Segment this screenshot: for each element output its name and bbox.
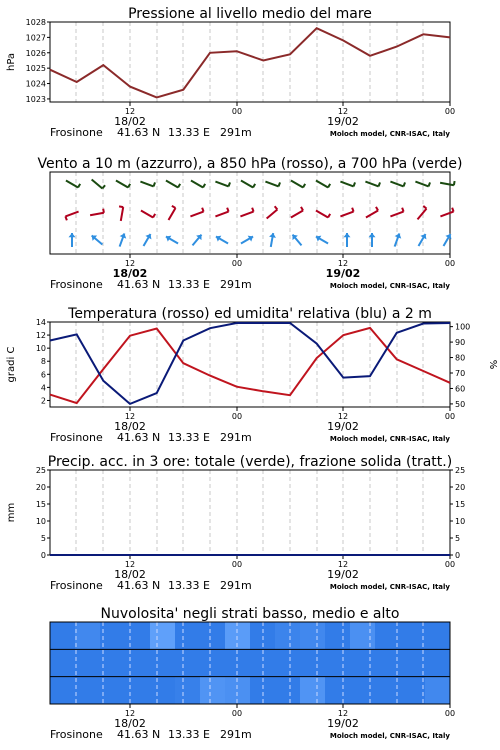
wind-barb [293, 235, 302, 246]
location-name: Frosinone [50, 126, 103, 139]
x-tick-label: 00 [231, 709, 243, 718]
wind-barb [241, 181, 255, 188]
x-tick-label: 12 [337, 412, 349, 421]
wind-barb [92, 236, 103, 245]
wind-barb [440, 208, 453, 217]
wind-barb [215, 208, 228, 217]
location-lon: 13.33 E [168, 579, 210, 592]
y-axis-label-right: % [487, 359, 498, 370]
cloud-cell [300, 622, 326, 649]
location-alt: 291m [220, 728, 252, 741]
x-tick-label: 00 [231, 560, 243, 569]
barb-feather [78, 184, 80, 188]
barb-feather [328, 214, 330, 218]
y-tick-label: 20 [35, 483, 46, 492]
y-tick-label: 14 [35, 318, 46, 327]
y-tick-label: 15 [35, 500, 46, 509]
cloud-cell [275, 622, 301, 649]
cloud-cell [125, 677, 151, 704]
cloud-cell [150, 622, 176, 649]
panel-1 [37, 156, 462, 291]
location-lat: 41.63 N [117, 278, 161, 291]
barb-shaft [169, 208, 176, 220]
cloud-cell [275, 677, 301, 704]
barb-shaft [291, 181, 303, 188]
barb-feather [452, 208, 453, 212]
location-name: Frosinone [50, 579, 103, 592]
barb-shaft [340, 212, 353, 217]
wind-barb [269, 233, 276, 247]
location-name: Frosinone [50, 728, 103, 741]
wind-barb [69, 233, 76, 247]
y-tick-label: 4 [40, 383, 46, 393]
barb-feather [303, 184, 305, 188]
barb-feather [229, 182, 230, 186]
y-tick-label-right: 10 [455, 517, 466, 526]
cloud-cell [225, 622, 251, 649]
wind-barb [366, 207, 378, 218]
x-tick-label: 12 [124, 259, 136, 268]
x-tick-label: 00 [231, 107, 243, 116]
wind-barb [166, 181, 180, 188]
barb-shaft [92, 180, 103, 189]
y-tick-label-right: 25 [455, 466, 466, 475]
y-tick-label: 10 [35, 517, 46, 526]
cloud-cell [425, 677, 451, 704]
location-alt: 291m [220, 126, 252, 139]
y-tick-label-right: 15 [455, 500, 466, 509]
wind-barb [390, 182, 405, 187]
cloud-cell [325, 649, 351, 676]
wind-barb [267, 206, 278, 218]
date-label: 19/02 [327, 717, 359, 730]
barb-feather [153, 214, 155, 218]
date-label: 18/02 [112, 267, 148, 280]
wind-barb [90, 209, 104, 216]
panel-0 [6, 6, 455, 139]
barb-shaft [241, 181, 253, 188]
panel-4 [50, 606, 455, 741]
barb-shaft [267, 210, 278, 219]
y-tick-label: 8 [40, 357, 46, 367]
cloud-cell [100, 622, 126, 649]
wind-barb [419, 234, 427, 246]
cloud-cell [75, 677, 101, 704]
barb-feather [279, 182, 280, 186]
barb-feather [252, 208, 253, 212]
model-credit: Moloch model, CNR-ISAC, Italy [329, 435, 450, 443]
barb-head [344, 233, 351, 237]
wind-barb [215, 182, 230, 187]
wind-barb [166, 236, 178, 244]
y-axis-label: gradi C [6, 346, 17, 383]
wind-barb [340, 182, 355, 187]
wind-barb [119, 206, 123, 221]
y-tick-label: 12 [35, 331, 46, 341]
barb-feather [202, 208, 203, 212]
barb-shaft [365, 182, 378, 187]
barb-feather [354, 182, 355, 186]
x-tick-label: 12 [124, 560, 136, 569]
date-label: 18/02 [114, 115, 146, 128]
location-lon: 13.33 E [168, 431, 210, 444]
plot-frame [50, 22, 450, 102]
cloud-cell [225, 677, 251, 704]
wind-barb [216, 236, 228, 244]
barb-feather [227, 208, 228, 212]
location-alt: 291m [220, 579, 252, 592]
date-label: 19/02 [325, 267, 361, 280]
y-tick-label-right: 50 [455, 399, 466, 409]
wind-barb [344, 233, 351, 247]
barb-shaft [191, 181, 203, 188]
cloud-cell [400, 649, 426, 676]
barb-feather [154, 182, 155, 186]
location-alt: 291m [220, 431, 252, 444]
y-tick-label: 10 [35, 344, 46, 354]
barb-shaft [215, 182, 228, 187]
cloud-cell [350, 677, 376, 704]
barb-shaft [121, 207, 123, 221]
barb-feather [253, 184, 255, 188]
x-tick-label: 00 [444, 412, 456, 421]
wind-barb [418, 206, 427, 219]
barb-shaft [140, 182, 153, 187]
y-tick-label-right: 100 [455, 322, 471, 332]
cloud-cell [275, 649, 301, 676]
cloud-cell [425, 649, 451, 676]
barb-shaft [265, 182, 278, 187]
location-lon: 13.33 E [168, 728, 210, 741]
wind-barb [291, 207, 303, 218]
wind-barb [190, 208, 203, 217]
barb-feather [423, 206, 426, 209]
location-lat: 41.63 N [117, 126, 161, 139]
location-lat: 41.63 N [117, 431, 161, 444]
date-label: 18/02 [114, 568, 146, 581]
cloud-cell [200, 622, 226, 649]
cloud-cell [150, 677, 176, 704]
barb-shaft [440, 183, 454, 185]
y-tick-label: 5 [40, 534, 46, 543]
barb-shaft [418, 209, 427, 220]
cloud-cell [175, 622, 201, 649]
chart-title: Precip. acc. in 3 ore: totale (verde), frazione solida (tratt.) [47, 454, 453, 470]
y-tick-label-right: 90 [455, 338, 466, 348]
cloud-cell [400, 622, 426, 649]
wind-barb [65, 212, 78, 221]
y-tick-label: 2 [40, 396, 46, 406]
series-line-0 [50, 328, 450, 403]
wind-barb [340, 208, 353, 217]
barb-feather [203, 184, 205, 188]
barb-feather [119, 206, 123, 207]
barb-shaft [291, 211, 303, 218]
cloud-cell [50, 677, 76, 704]
barb-feather [328, 184, 330, 188]
barb-shaft [90, 213, 104, 215]
y-axis-label: hPa [6, 52, 17, 72]
wind-barb [265, 182, 280, 187]
location-name: Frosinone [50, 431, 103, 444]
y-axis-label: mm [6, 502, 17, 523]
cloud-cell [75, 649, 101, 676]
y-tick-label: 1025 [25, 64, 46, 74]
cloud-cell [75, 622, 101, 649]
barb-shaft [215, 212, 228, 217]
barb-head [269, 233, 276, 238]
cloud-cell [50, 649, 76, 676]
barb-shaft [166, 181, 178, 188]
y-tick-label: 1024 [25, 79, 46, 89]
barb-feather [172, 206, 176, 208]
y-tick-label-right: 70 [455, 369, 466, 378]
date-label: 18/02 [114, 717, 146, 730]
y-tick-label: 1027 [25, 33, 46, 43]
date-label: 19/02 [327, 115, 359, 128]
wind-barb [140, 182, 155, 187]
barb-shaft [415, 182, 428, 187]
chart-title: Temperatura (rosso) ed umidita' relativa (blu) a 2 m [68, 306, 432, 322]
wind-barb [241, 236, 253, 244]
y-tick-label: 0 [40, 551, 46, 560]
plot-frame [50, 470, 450, 555]
y-tick-label-right: 5 [455, 534, 461, 543]
barb-shaft [240, 212, 253, 217]
barb-shaft [316, 181, 328, 188]
series-line-0 [50, 28, 450, 97]
barb-feather [102, 185, 105, 188]
wind-barb [240, 208, 253, 217]
y-tick-label: 25 [35, 466, 46, 475]
cloud-cell [50, 622, 76, 649]
barb-shaft [340, 182, 353, 187]
cloud-cell [175, 649, 201, 676]
series-line-1 [50, 323, 450, 404]
barb-shaft [65, 212, 78, 217]
wind-barb [316, 211, 330, 218]
barb-feather [402, 208, 403, 212]
cloud-cell [200, 677, 226, 704]
y-tick-label-right: 0 [455, 551, 461, 560]
wind-barb [395, 233, 402, 246]
x-tick-label: 00 [444, 560, 456, 569]
barb-feather [379, 182, 380, 186]
cloud-cell [100, 677, 126, 704]
barb-shaft [316, 211, 328, 218]
model-credit: Moloch model, CNR-ISAC, Italy [329, 282, 450, 290]
model-credit: Moloch model, CNR-ISAC, Italy [329, 583, 450, 591]
wind-barb [316, 181, 330, 188]
cloud-cell [125, 622, 151, 649]
cloud-cell [125, 649, 151, 676]
barb-feather [454, 181, 455, 185]
chart-title: Pressione al livello medio del mare [128, 6, 372, 22]
barb-feather [103, 209, 104, 213]
cloud-cell [225, 649, 251, 676]
location-lat: 41.63 N [117, 579, 161, 592]
date-label: 19/02 [327, 420, 359, 433]
date-label: 18/02 [114, 420, 146, 433]
location-name: Frosinone [50, 278, 103, 291]
cloud-cell [300, 649, 326, 676]
cloud-cell [350, 622, 376, 649]
y-tick-label-right: 20 [455, 483, 466, 492]
location-lat: 41.63 N [117, 728, 161, 741]
location-lon: 13.33 E [168, 278, 210, 291]
barb-shaft [366, 211, 378, 218]
chart-title: Nuvolosita' negli strati basso, medio e alto [100, 606, 400, 622]
wind-barb [316, 236, 328, 244]
barb-feather [376, 207, 378, 211]
barb-shaft [190, 212, 203, 217]
wind-barb [66, 181, 80, 188]
x-tick-label: 12 [337, 259, 349, 268]
barb-feather [429, 182, 430, 186]
barb-feather [352, 208, 353, 212]
x-tick-label: 12 [124, 107, 136, 116]
cloud-cell [100, 649, 126, 676]
y-tick-label: 1028 [25, 18, 46, 27]
cloud-cell [175, 677, 201, 704]
barb-feather [275, 206, 278, 209]
location-lon: 13.33 E [168, 126, 210, 139]
wind-barb [291, 181, 305, 188]
wind-barb [365, 182, 380, 187]
wind-barb [193, 235, 202, 246]
x-tick-label: 12 [124, 412, 136, 421]
x-tick-label: 12 [337, 107, 349, 116]
chart-title: Vento a 10 m (azzurro), a 850 hPa (rosso), a 700 hPa (verde) [37, 156, 463, 172]
location-alt: 291m [220, 278, 252, 291]
wind-barb [116, 181, 130, 188]
wind-barb [144, 234, 152, 246]
barb-feather [178, 184, 180, 188]
cloud-cell [200, 649, 226, 676]
x-tick-label: 00 [444, 107, 456, 116]
x-tick-label: 12 [337, 560, 349, 569]
x-tick-label: 00 [444, 709, 456, 718]
wind-barb [169, 206, 176, 220]
barb-feather [404, 182, 405, 186]
wind-barb [120, 233, 127, 246]
cloud-cell [350, 649, 376, 676]
x-tick-label: 00 [444, 259, 456, 268]
barb-head [69, 233, 76, 237]
cloud-cell [300, 677, 326, 704]
cloud-cell [325, 677, 351, 704]
model-credit: Moloch model, CNR-ISAC, Italy [329, 130, 450, 138]
x-tick-label: 12 [124, 709, 136, 718]
barb-shaft [440, 212, 453, 217]
barb-feather [65, 216, 66, 220]
wind-barb [141, 211, 155, 218]
panel-3 [6, 454, 465, 592]
plot-frame [50, 322, 450, 407]
barb-shaft [141, 211, 153, 218]
y-tick-label: 1026 [25, 48, 46, 58]
y-tick-label-right: 60 [455, 384, 466, 394]
x-tick-label: 00 [231, 412, 243, 421]
y-tick-label-right: 80 [455, 353, 466, 363]
wind-barb [440, 181, 455, 185]
cloud-cell [150, 649, 176, 676]
x-tick-label: 00 [231, 259, 243, 268]
cloud-cell [325, 622, 351, 649]
cloud-cell [400, 677, 426, 704]
barb-feather [301, 207, 303, 211]
wind-barb [191, 181, 205, 188]
model-credit: Moloch model, CNR-ISAC, Italy [329, 732, 450, 740]
x-tick-label: 12 [337, 709, 349, 718]
cloud-cell [425, 622, 451, 649]
barb-shaft [116, 181, 128, 188]
y-tick-label: 1023 [25, 94, 46, 104]
panel-2 [6, 306, 498, 444]
y-tick-label: 6 [40, 370, 46, 380]
date-label: 19/02 [327, 568, 359, 581]
